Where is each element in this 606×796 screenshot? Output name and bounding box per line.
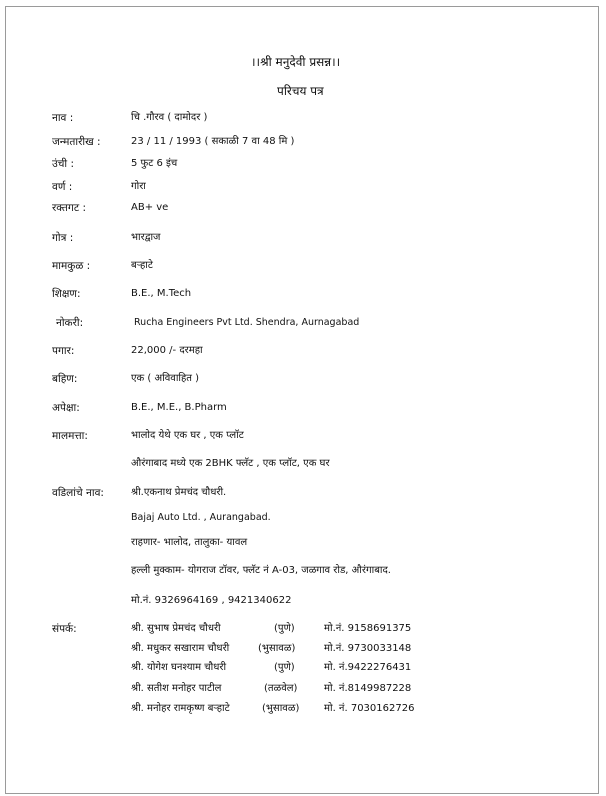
field-value-birthdate: 23 / 11 / 1993 ( सकाळी 7 वा 48 मि ) [131,136,295,147]
field-value-name: चि .गौरव ( दामोदर ) [131,112,208,123]
contact-phone: मो.नं. 9158691375 [324,623,412,634]
contact-phone: मो. नं.8149987228 [324,683,412,694]
field-label-birthdate: जन्मतारीख : [52,136,101,148]
field-value-education: B.E., M.Tech [131,288,192,299]
father-residence: राहणार- भालोद, तालुका- यावल [131,537,248,548]
field-label-maternal-family: मामकुळ : [52,260,91,272]
contact-place: (भुसावळ) [262,703,300,714]
field-label-father-name: वडिलांचे नाव: [52,487,104,499]
field-label-contact: संपर्क: [52,623,77,635]
contact-place: (पुणे) [274,623,295,634]
field-value-gotra: भारद्वाज [131,232,161,243]
contact-name: श्री. मधुकर सखाराम चौधरी [131,643,230,654]
contact-place: (तळवेल) [264,683,298,694]
field-value-expectation: B.E., M.E., B.Pharm [131,402,227,413]
contact-phone: मो. नं.9422276431 [324,662,412,673]
document-title: परिचय पत्र [277,84,324,98]
contact-name: श्री. सुभाष प्रेमचंद चौधरी [131,623,221,634]
father-name: श्री.एकनाथ प्रेमचंद चौधरी. [131,487,227,498]
field-label-education: शिक्षण: [52,288,81,300]
field-value-complexion: गोरा [131,181,146,192]
father-phone: मो.नं. 9326964169 , 9421340622 [131,595,292,606]
field-value-job: Rucha Engineers Pvt Ltd. Shendra, Aurnagabad [134,317,360,328]
contact-phone: मो.नं. 9730033148 [324,643,412,654]
field-label-blood-group: रक्तगट : [52,202,86,214]
contact-place: (पुणे) [274,662,295,673]
field-label-complexion: वर्ण : [52,181,73,193]
document-page [5,6,599,794]
father-current-address: हल्ली मुक्काम- योगराज टॉवर, फ्लॅट नं A-03, जळगाव रोड, औरंगाबाद. [131,565,391,576]
father-employer: Bajaj Auto Ltd. , Aurangabad. [131,512,271,523]
field-label-sister: बहिण: [52,373,78,385]
field-value-blood-group: AB+ ve [131,202,169,213]
field-label-job: नोकरी: [56,317,84,329]
field-label-name: नाव : [52,112,74,124]
field-label-gotra: गोत्र : [52,232,74,244]
field-value-maternal-family: बऱ्हाटे [131,260,153,271]
field-value-height: 5 फुट 6 इंच [131,158,178,169]
property-line-2: औरंगाबाद मध्ये एक 2BHK फ्लॅट , एक प्लॉट, एक घर [131,458,330,469]
field-label-salary: पगार: [52,345,75,357]
contact-name: श्री. सतीश मनोहर पाटील [131,683,222,694]
invocation-heading: ।।श्री मनुदेवी प्रसन्न।। [251,55,341,69]
contact-name: श्री. योगेश घनश्याम चौधरी [131,662,227,673]
field-value-salary: 22,000 /- दरमहा [131,345,203,356]
field-label-property: मालमत्ता: [52,430,88,442]
field-label-height: उंची : [52,158,75,170]
contact-place: (भुसावळ) [258,643,296,654]
property-line-1: भालोद येथे एक घर , एक प्लॉट [131,430,244,441]
field-label-expectation: अपेक्षा: [52,402,80,414]
contact-phone: मो. नं. 7030162726 [324,703,415,714]
field-value-sister: एक ( अविवाहित ) [131,373,200,384]
contact-name: श्री. मनोहर रामकृष्ण बऱ्हाटे [131,703,230,714]
